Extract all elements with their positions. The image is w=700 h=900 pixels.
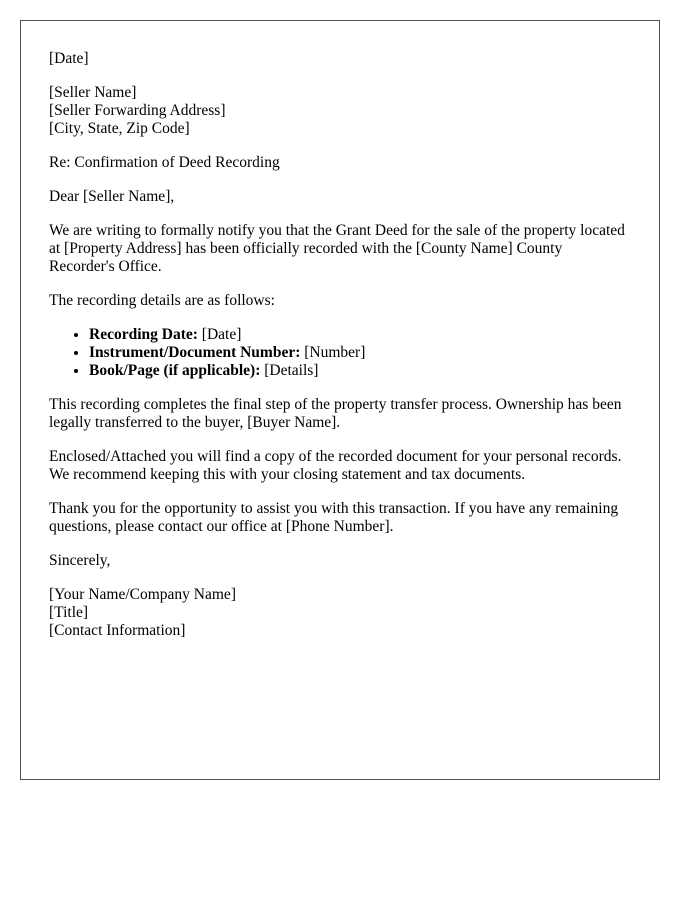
- recording-details-list: [49, 326, 631, 380]
- thanks-paragraph: Thank you for the opportunity to assist you with this transaction. If you have any remaining questions, please contact our office at [Phone Number].: [49, 500, 619, 535]
- intro-paragraph: We are writing to formally notify you that the Grant Deed for the sale of the property located at [Property Address] has been officially recorded with the [County Name] County Recorder's Office.: [49, 222, 625, 275]
- enclosure-paragraph: Enclosed/Attached you will find a copy of the recorded document for your personal records. We recommend keeping this with your closing statement and tax documents.: [49, 448, 622, 483]
- detail-label: Book/Page (if applicable):: [89, 362, 261, 379]
- list-item: [89, 326, 631, 344]
- letter-date: [Date]: [49, 50, 89, 67]
- detail-value: [Details]: [260, 362, 319, 379]
- list-item: [89, 344, 631, 362]
- completion-paragraph: This recording completes the final step of the property transfer process. Ownership has been legally transferred to the buyer, [Buyer Name].: [49, 396, 622, 431]
- signature-block: [49, 586, 631, 640]
- details-intro: The recording details are as follows:: [49, 292, 275, 309]
- letter-page: [20, 20, 660, 780]
- letter-subject: Re: Confirmation of Deed Recording: [49, 154, 280, 171]
- recipient-name: [Seller Name]: [49, 84, 137, 101]
- recipient-city-state-zip: [City, State, Zip Code]: [49, 120, 190, 137]
- detail-label: Instrument/Document Number:: [89, 344, 301, 361]
- signature-name: [Your Name/Company Name]: [49, 586, 236, 603]
- recipient-address-block: [49, 84, 631, 138]
- signature-title: [Title]: [49, 604, 89, 621]
- detail-label: Recording Date:: [89, 326, 198, 343]
- signature-contact: [Contact Information]: [49, 622, 186, 639]
- detail-value: [Number]: [300, 344, 366, 361]
- letter-salutation: Dear [Seller Name],: [49, 188, 175, 205]
- list-item: [89, 362, 631, 380]
- letter-closing: Sincerely,: [49, 552, 111, 569]
- detail-value: [Date]: [197, 326, 242, 343]
- recipient-address: [Seller Forwarding Address]: [49, 102, 226, 119]
